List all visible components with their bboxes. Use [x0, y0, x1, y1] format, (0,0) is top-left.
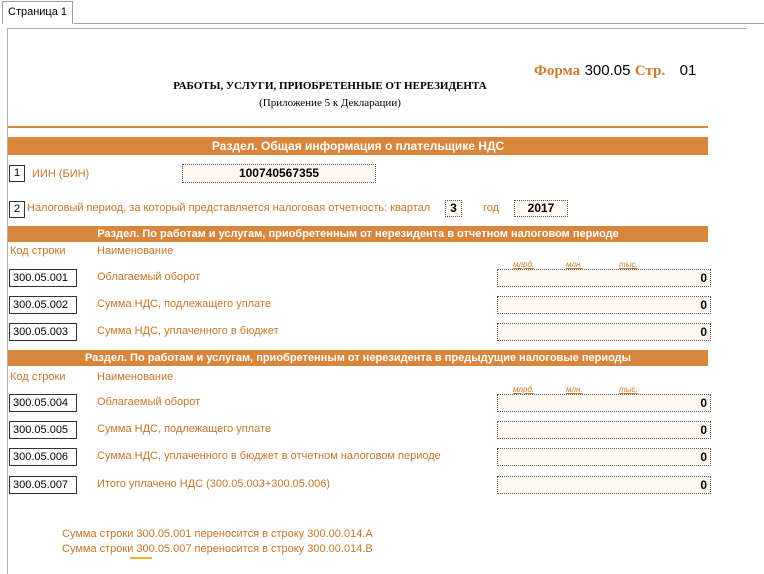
value-field-300-05-005[interactable]: 0	[497, 421, 711, 439]
page-number: 01	[679, 62, 697, 79]
row-code-300-05-003: 300.05.003	[9, 323, 77, 341]
value-field-300-05-002[interactable]: 0	[497, 296, 711, 314]
row-name-300-05-005: Сумма НДС, подлежащего уплате	[97, 423, 271, 435]
header-divider	[8, 126, 708, 128]
row-code-300-05-001: 300.05.001	[9, 269, 77, 287]
value-field-300-05-003[interactable]: 0	[497, 323, 711, 341]
page-subtitle: (Приложение 5 к Декларации)	[259, 97, 401, 109]
form-header	[534, 62, 696, 80]
value-field-300-05-007[interactable]: 0	[497, 476, 711, 494]
iin-label: ИИН (БИН)	[32, 168, 90, 180]
unit-mln: млн.	[566, 260, 583, 269]
row-name-300-05-002: Сумма НДС, подлежащего уплате	[97, 298, 271, 310]
general-section-title: Раздел. Общая информация о плательщике НДС	[8, 137, 708, 155]
current-section-title: Раздел. По работам и услугам, приобретенным от нерезидента в отчетном налоговом периоде	[8, 226, 708, 242]
tab-strip	[0, 0, 764, 24]
page-title: РАБОТЫ, УСЛУГИ, ПРИОБРЕТЕННЫЕ ОТ НЕРЕЗИДЕНТА	[173, 80, 487, 92]
row-name-300-05-004: Облагаемый оборот	[97, 396, 201, 408]
tab-strip-line	[74, 23, 764, 24]
period-row-number: 2	[9, 201, 25, 218]
value-field-300-05-006[interactable]: 0	[497, 448, 711, 466]
form-number: 300.05	[584, 62, 631, 79]
year-label: год	[483, 202, 500, 214]
page-label: Стр.	[634, 63, 666, 79]
footer-note: Сумма строки 300.05.007 переносится в строку 300.00.014.B	[62, 543, 373, 555]
unit-bln: млрд.	[513, 260, 535, 269]
cursor-underline	[130, 557, 152, 559]
row-code-300-05-006: 300.05.006	[9, 448, 77, 466]
previous-col-code: Код строки	[10, 371, 66, 383]
value-field-300-05-004[interactable]: 0	[497, 394, 711, 412]
previous-section-title: Раздел. По работам и услугам, приобретенным от нерезидента в предыдущие налоговые периоды	[8, 350, 708, 366]
form-label: Форма	[534, 63, 581, 79]
row-name-300-05-003: Сумма НДС, уплаченного в бюджет	[97, 325, 279, 337]
iin-row-number: 1	[9, 165, 25, 182]
unit-ths: тыс.	[619, 385, 638, 394]
year-field[interactable]: 2017	[514, 200, 568, 217]
row-code-300-05-002: 300.05.002	[9, 296, 77, 314]
unit-bln: млрд.	[513, 385, 535, 394]
unit-mln: млн.	[566, 385, 583, 394]
iin-field[interactable]: 100740567355	[182, 164, 376, 183]
value-field-300-05-001[interactable]: 0	[497, 269, 711, 287]
current-col-name: Наименование	[97, 245, 174, 257]
row-name-300-05-007: Итого уплачено НДС (300.05.003+300.05.006)	[97, 478, 330, 490]
row-code-300-05-005: 300.05.005	[9, 421, 77, 439]
tab-page-1[interactable]: Страница 1	[2, 1, 73, 24]
previous-col-name: Наименование	[97, 371, 174, 383]
row-name-300-05-006: Сумма НДС, уплаченного в бюджет в отчетном налоговом периоде	[97, 450, 441, 462]
row-code-300-05-004: 300.05.004	[9, 394, 77, 412]
quarter-field[interactable]: 3	[445, 200, 462, 217]
unit-ths: тыс.	[619, 260, 638, 269]
page-frame-left	[7, 28, 8, 574]
period-label: Налоговый период, за который представляется налоговая отчетность: квартал	[27, 202, 431, 214]
current-col-code: Код строки	[10, 245, 66, 257]
page-frame-top	[7, 28, 747, 29]
row-code-300-05-007: 300.05.007	[9, 476, 77, 494]
footer-note: Сумма строки 300.05.001 переносится в строку 300.00.014.A	[62, 528, 373, 540]
row-name-300-05-001: Облагаемый оборот	[97, 271, 201, 283]
